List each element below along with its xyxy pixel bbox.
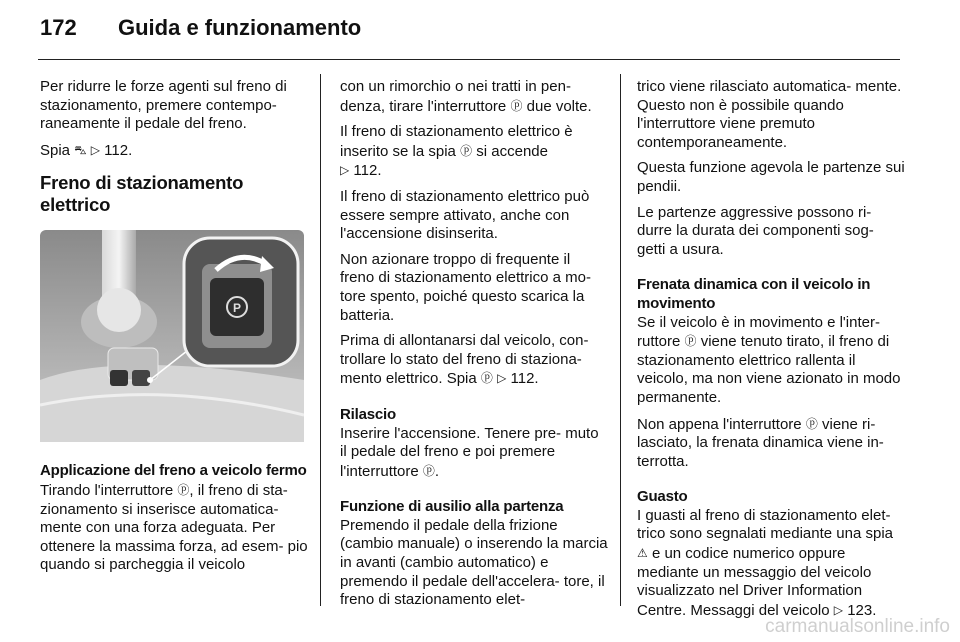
text: viene ri- lasciato, la frenata dinamica viene in- terrotta.	[637, 415, 884, 470]
paragraph	[340, 78, 608, 116]
column-1	[40, 78, 308, 582]
text: e un codice numerico oppure mediante un messaggio del veicolo visualizzato nel Driver Information Centre. Messaggi del veicolo	[637, 545, 872, 619]
parking-brake-icon: ⓟ	[177, 482, 190, 497]
paragraph	[340, 123, 608, 181]
subheading: Rilascio	[340, 405, 396, 423]
paragraph: Premendo il pedale della frizione (cambio manuale) o inserendo la marcia in avanti (cambio automatico) e premendo il pedale dell'accelera- tore, il freno di stazionamento elet-	[340, 516, 608, 609]
reference-arrow-icon[interactable]: ▷	[833, 602, 844, 617]
parking-brake-icon: ⓟ	[684, 334, 697, 349]
subheading: Frenata dinamica con il veicolo in movimento	[637, 276, 871, 312]
reference-arrow-icon[interactable]: ▷	[340, 163, 350, 178]
page-reference[interactable]: 112.	[353, 162, 382, 180]
text: si accende	[476, 142, 548, 160]
page-reference[interactable]: 112.	[510, 370, 539, 388]
paragraph	[40, 481, 308, 575]
text: .	[434, 462, 440, 480]
parking-brake-fault-icon: ⚠	[637, 546, 648, 561]
parking-brake-icon: ⓟ	[805, 416, 818, 431]
paragraph	[340, 332, 608, 389]
subheading: Funzione di ausilio alla partenza	[340, 498, 564, 516]
subheading: Applicazione del freno a veicolo fermo	[40, 462, 307, 480]
text: con un rimorchio o nei tratti in pen- denza, tirare l'interruttore	[340, 78, 571, 115]
paragraph: Per ridurre le forze agenti sul freno di stazionamento, premere contempo- raneamente il pedale del freno.	[40, 78, 287, 133]
column-divider-1	[320, 74, 321, 606]
page-title: Guida e funzionamento	[118, 15, 362, 40]
column-2	[340, 78, 608, 617]
text: I guasti al freno di stazionamento elet- trico sono segnalati mediante una spia	[637, 506, 893, 543]
paragraph: Non azionare troppo di frequente il freno di stazionamento elettrico a mo- tore spento, poiché questo scarica la batteria.	[340, 250, 591, 324]
column-divider-2	[620, 74, 621, 606]
watermark: carmanualsonline.info	[765, 616, 950, 637]
paragraph: Il freno di stazionamento elettrico può essere sempre attivato, anche con l'accensione disinserita.	[340, 187, 590, 243]
header-rule	[38, 59, 900, 60]
text: Inserire l'accensione. Tenere pre- muto il pedale del freno e poi premere l'interruttore	[340, 424, 599, 480]
text: viene tenuto tirato, il freno di stazionamento elettrico rallenta il veicolo, ma non viene azionato in modo permanente.	[637, 333, 901, 406]
paragraph: Le partenze aggressive possono ri- durre la durata dei componenti sog- getti a usura.	[637, 203, 874, 258]
page-number: 172	[40, 15, 77, 40]
text: Spia	[40, 141, 71, 159]
text: Tirando l'interruttore	[40, 481, 174, 499]
subheading: Guasto	[637, 488, 688, 506]
parking-brake-icon: ⓟ	[480, 371, 493, 386]
text: Se il veicolo è in movimento e l'inter- ruttore	[637, 313, 880, 351]
brake-warning-icon: ⛍	[74, 142, 87, 157]
text: due volte.	[526, 97, 592, 115]
paragraph	[637, 415, 905, 472]
paragraph	[637, 507, 905, 621]
paragraph	[637, 314, 905, 408]
svg-text:P: P	[232, 301, 242, 316]
page-reference[interactable]: 123.	[847, 601, 877, 619]
text: Prima di allontanarsi dal veicolo, con- trollare lo stato del freno di staziona- mento elettrico. Spia	[340, 332, 589, 388]
parking-brake-icon: ⓟ	[510, 98, 523, 113]
reference-arrow-icon[interactable]: ▷	[90, 142, 100, 157]
parking-brake-illustration	[40, 230, 304, 442]
parking-brake-icon: ⓟ	[460, 143, 473, 158]
text: Il freno di stazionamento elettrico è inserito se la spia	[340, 123, 573, 160]
column-3	[637, 78, 905, 627]
section-heading: Freno di stazionamento elettrico	[40, 172, 244, 216]
text: , il freno di sta- zionamento si inserisce automatica- mente con una forza adeguata. Per ottenere la massima forza, ad esem- pio quando si parcheggia il veicolo	[40, 481, 308, 574]
text: Non appena l'interruttore	[637, 415, 802, 433]
parking-brake-icon: ⓟ	[422, 463, 435, 478]
paragraph	[340, 425, 608, 482]
paragraph: Questa funzione agevola le partenze sui pendii.	[637, 159, 905, 195]
reference-arrow-icon[interactable]: ▷	[497, 371, 507, 386]
paragraph	[40, 141, 308, 161]
paragraph: trico viene rilasciato automatica- mente. Questo non è possibile quando l'interruttore viene premuto contemporaneamente.	[637, 78, 902, 151]
page-reference[interactable]: 112.	[104, 141, 133, 159]
